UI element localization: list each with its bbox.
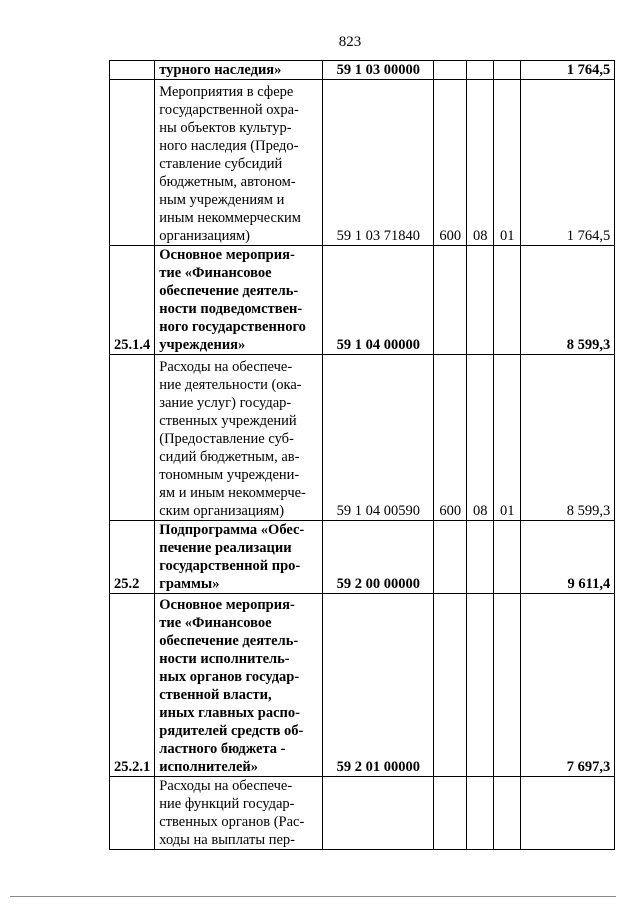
item-number-cell: 25.2.1 <box>110 594 155 777</box>
item-name-line: ским организациям) <box>159 503 285 519</box>
item-name-cell <box>155 80 323 246</box>
item-name-line: ластного бюджета - <box>159 741 286 757</box>
item-name-line: бюджетным, автоном- <box>159 174 296 190</box>
item-name-line: тие «Финансовое <box>159 615 272 631</box>
item-name-line: Расходы на обеспече- <box>159 359 293 375</box>
item-name-line: тономным учреждени- <box>159 467 300 483</box>
item-number-cell <box>110 80 155 246</box>
item-number-cell <box>110 61 155 80</box>
item-name-line: иных главных распо- <box>159 705 300 721</box>
item-name-line: ходы на выплаты пер- <box>159 832 295 848</box>
item-name-line: турного наследия» <box>159 62 282 78</box>
item-name-line: зание услуг) государ- <box>159 395 292 411</box>
item-name-line: Мероприятия в сфере <box>159 84 294 100</box>
budget-table-body <box>110 61 615 850</box>
item-name-cell <box>155 246 323 355</box>
subsection-code-cell <box>494 594 521 777</box>
table-row <box>110 246 615 355</box>
item-name-line: сидий бюджетным, ав- <box>159 449 300 465</box>
subsection-code-cell <box>494 246 521 355</box>
item-name-line: Расходы на обеспече- <box>159 778 293 794</box>
expense-type-cell <box>434 594 467 777</box>
item-name-line: ственных учреждений <box>159 413 297 429</box>
amount-cell: 1 764,5 <box>521 80 615 246</box>
item-name-line: рядителей средств об- <box>159 723 304 739</box>
table-row <box>110 777 615 850</box>
item-name-line: государственной охра- <box>159 102 299 118</box>
target-article-code-cell: 59 1 03 00000 <box>323 61 434 80</box>
item-name-line: ности исполнитель- <box>159 651 290 667</box>
table-row <box>110 521 615 594</box>
section-code-cell <box>467 594 494 777</box>
section-code-cell <box>467 61 494 80</box>
subsection-code-cell: 01 <box>494 80 521 246</box>
item-number-cell <box>110 777 155 850</box>
amount-cell: 8 599,3 <box>521 355 615 521</box>
amount-cell: 9 611,4 <box>521 521 615 594</box>
expense-type-cell <box>434 521 467 594</box>
item-name-line: ние деятельности (ока- <box>159 377 302 393</box>
amount-cell <box>521 777 615 850</box>
table-row <box>110 80 615 246</box>
expense-type-cell: 600 <box>434 355 467 521</box>
item-name-line: ного наследия (Предо- <box>159 138 299 154</box>
item-name-line: ного государственного <box>159 319 306 335</box>
item-name-line: ным учреждениям и <box>159 192 285 208</box>
item-number-cell: 25.2 <box>110 521 155 594</box>
item-name-line: ям и иным некоммерче- <box>159 485 306 501</box>
table-row <box>110 594 615 777</box>
item-name-line: обеспечение деятель- <box>159 633 299 649</box>
target-article-code-cell: 59 1 03 71840 <box>323 80 434 246</box>
item-name-line: граммы» <box>159 576 220 592</box>
budget-table <box>109 60 615 850</box>
expense-type-cell: 600 <box>434 80 467 246</box>
section-code-cell <box>467 246 494 355</box>
item-name-line: Подпрограмма «Обес- <box>159 522 305 538</box>
section-code-cell: 08 <box>467 80 494 246</box>
item-name-line: исполнителей» <box>159 759 259 775</box>
item-name-line: ственных органов (Рас- <box>159 814 305 830</box>
item-name-cell <box>155 355 323 521</box>
expense-type-cell <box>434 61 467 80</box>
target-article-code-cell: 59 2 00 00000 <box>323 521 434 594</box>
subsection-code-cell <box>494 521 521 594</box>
target-article-code-cell: 59 2 01 00000 <box>323 594 434 777</box>
expense-type-cell <box>434 246 467 355</box>
expense-type-cell <box>434 777 467 850</box>
item-name-line: Основное мероприя- <box>159 247 295 263</box>
target-article-code-cell <box>323 777 434 850</box>
item-name-line: ственной власти, <box>159 687 272 703</box>
item-name-cell <box>155 61 323 80</box>
item-name-line: (Предоставление суб- <box>159 431 294 447</box>
amount-cell: 8 599,3 <box>521 246 615 355</box>
item-name-line: обеспечение деятель- <box>159 283 299 299</box>
page-number: 823 <box>338 34 362 50</box>
item-name-cell <box>155 521 323 594</box>
item-name-line: ставление субсидий <box>159 156 283 172</box>
amount-cell: 7 697,3 <box>521 594 615 777</box>
item-name-line: ние функций государ- <box>159 796 295 812</box>
item-name-line: ных органов государ- <box>159 669 300 685</box>
table-row <box>110 355 615 521</box>
section-code-cell: 08 <box>467 355 494 521</box>
item-name-line: государственной про- <box>159 558 301 574</box>
target-article-code-cell: 59 1 04 00590 <box>323 355 434 521</box>
item-name-line: учреждения» <box>159 337 246 353</box>
subsection-code-cell <box>494 61 521 80</box>
item-name-line: ны объектов культур- <box>159 120 292 136</box>
table-row <box>110 61 615 80</box>
subsection-code-cell <box>494 777 521 850</box>
amount-cell: 1 764,5 <box>521 61 615 80</box>
item-name-line: Основное мероприя- <box>159 597 295 613</box>
section-code-cell <box>467 777 494 850</box>
footer-rule <box>10 896 616 897</box>
item-number-cell <box>110 355 155 521</box>
item-name-cell <box>155 594 323 777</box>
item-name-line: иным некоммерческим <box>159 210 301 226</box>
subsection-code-cell: 01 <box>494 355 521 521</box>
item-name-line: печение реализации <box>159 540 292 556</box>
target-article-code-cell: 59 1 04 00000 <box>323 246 434 355</box>
item-name-line: организациям) <box>159 228 251 244</box>
item-name-line: тие «Финансовое <box>159 265 272 281</box>
item-name-cell <box>155 777 323 850</box>
item-number-cell: 25.1.4 <box>110 246 155 355</box>
item-name-line: ности подведомствен- <box>159 301 303 317</box>
section-code-cell <box>467 521 494 594</box>
